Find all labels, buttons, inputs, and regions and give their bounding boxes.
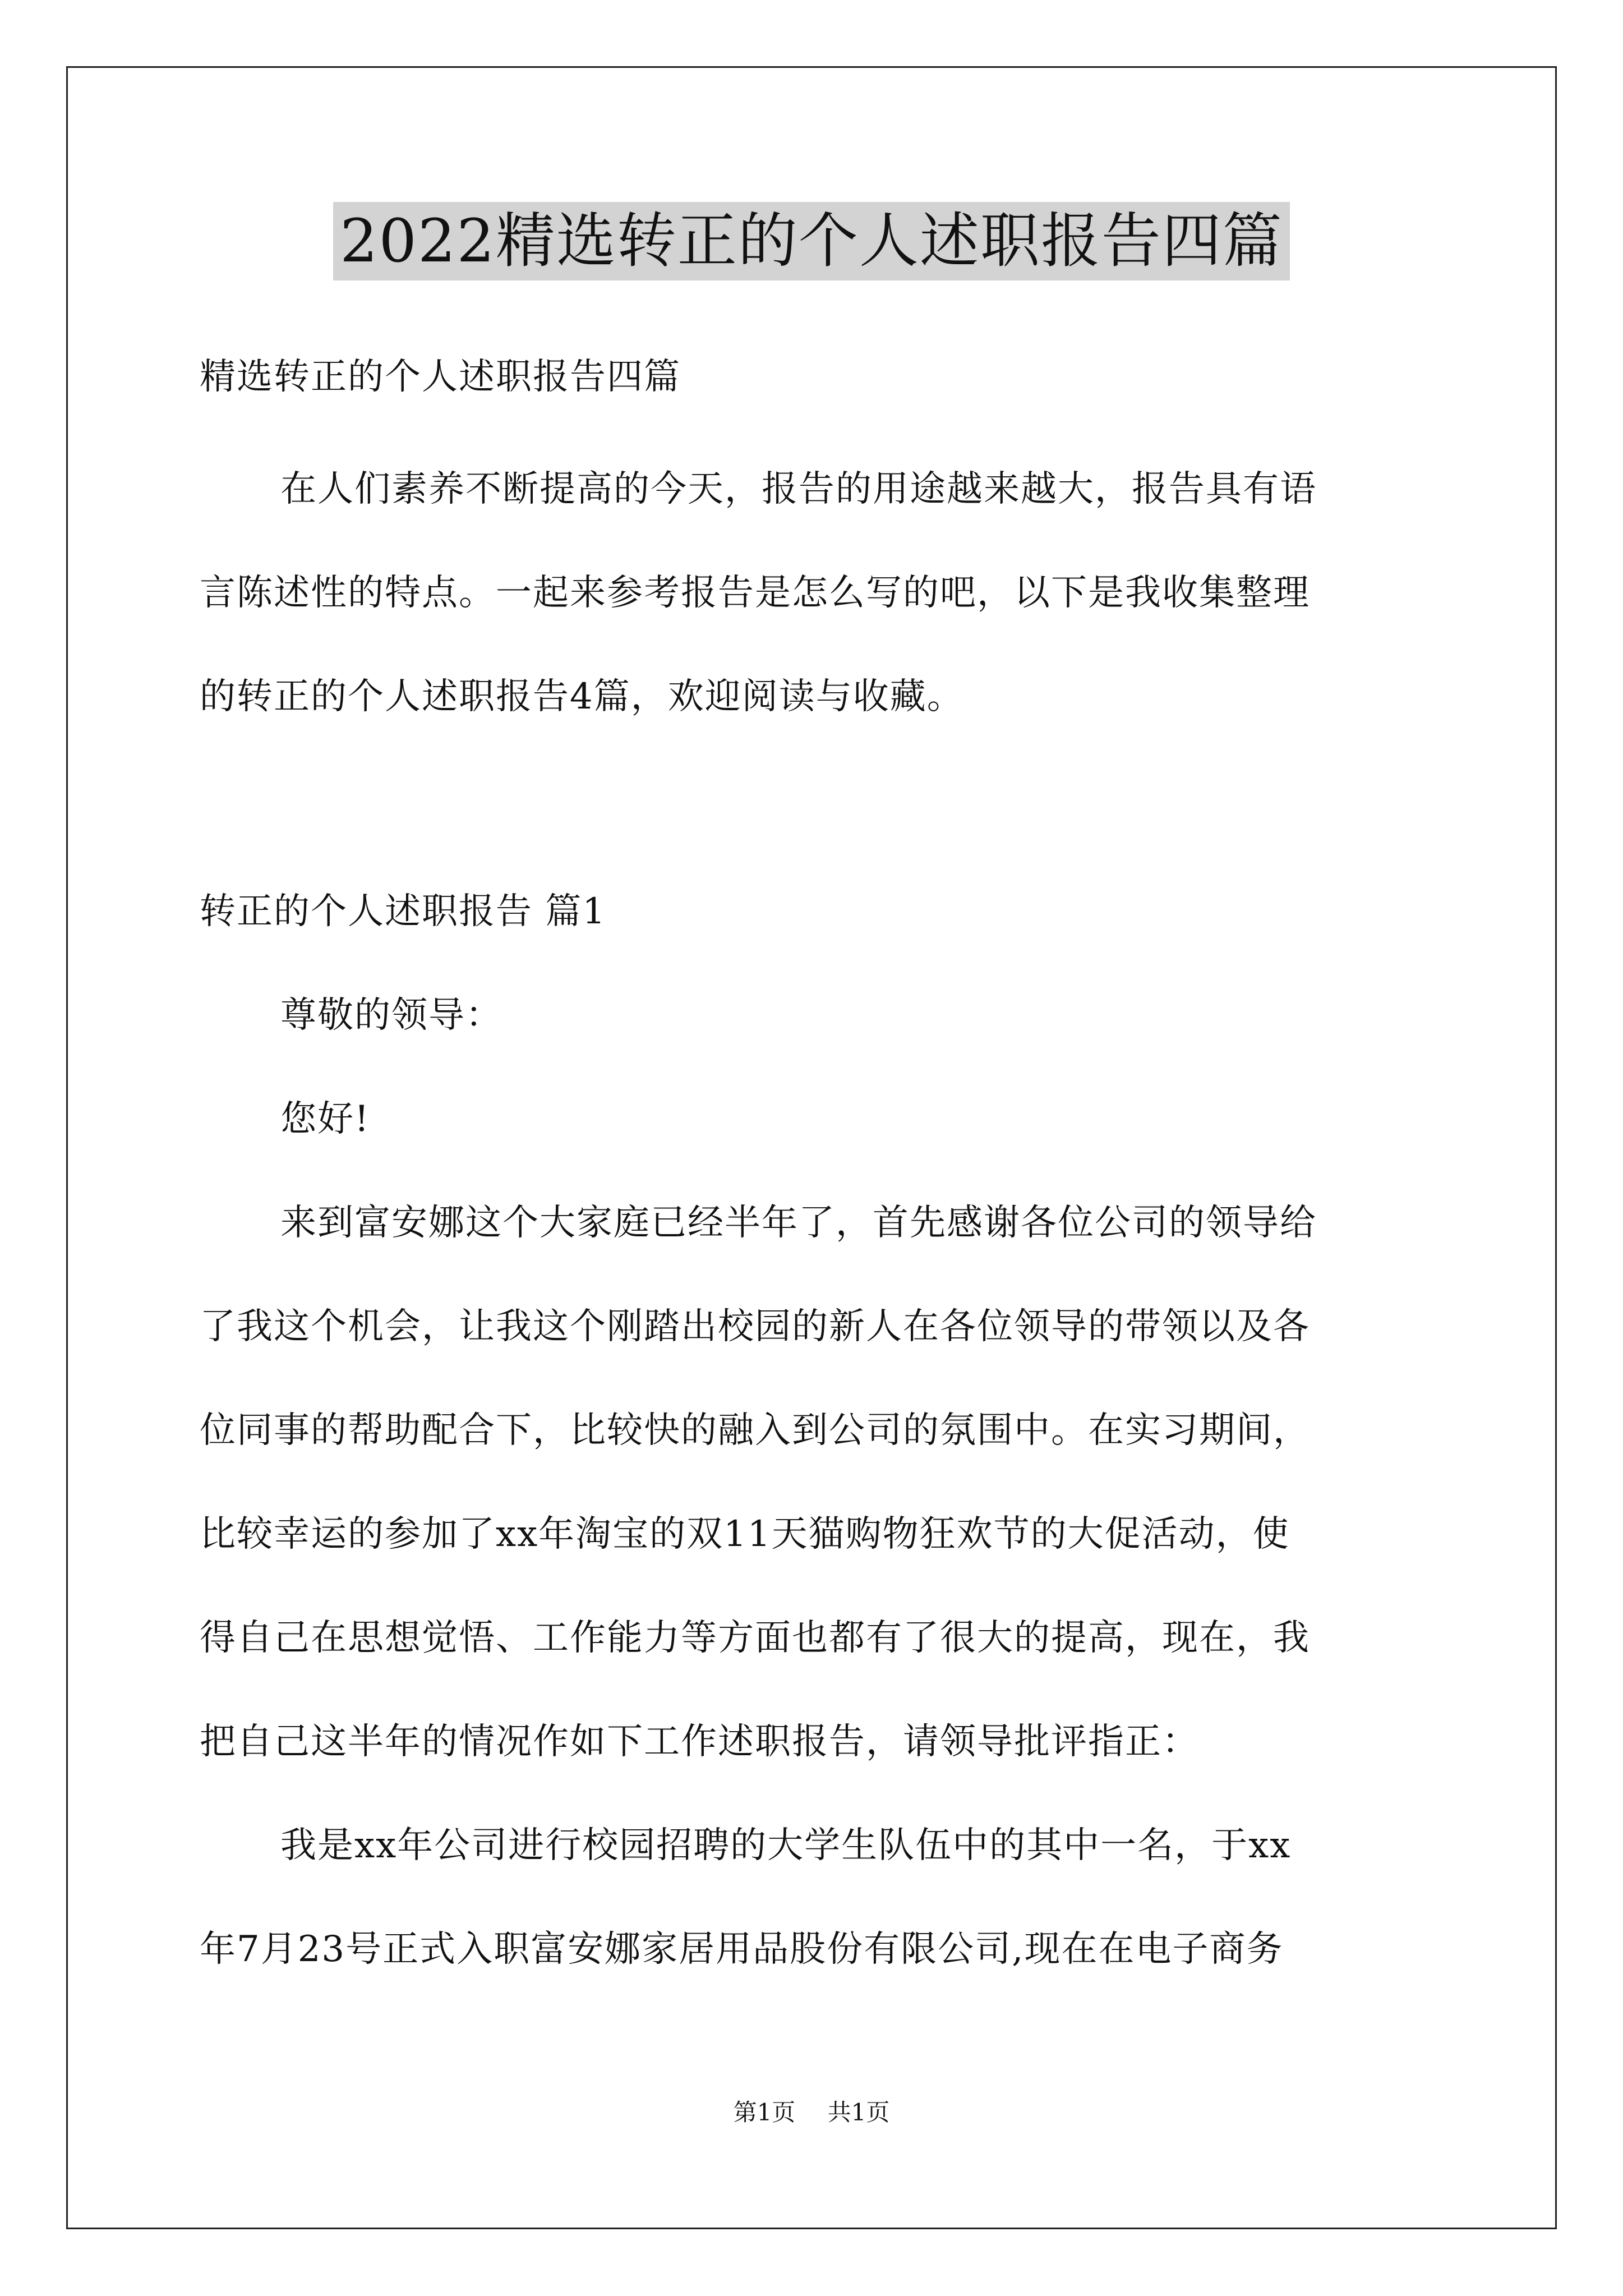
document-title: 2022精选转正的个人述职报告四篇 — [333, 202, 1290, 280]
intro-line-1: 在人们素养不断提高的今天，报告的用途越来越大，报告具有语 — [280, 468, 1317, 510]
page-number: 第1页 — [733, 2099, 796, 2126]
body-line-8: 年7月23号正式入职富安娜家居用品股份有限公司,现在在电子商务 — [200, 1929, 1284, 1970]
body-line-3: 位同事的帮助配合下，比较快的融入到公司的氛围中。在实习期间， — [200, 1410, 1310, 1451]
body-line-7: 我是xx年公司进行校园招聘的大学生队伍中的其中一名，于xx — [280, 1825, 1292, 1866]
body-line-5: 得自己在思想觉悟、工作能力等方面也都有了很大的提高，现在，我 — [200, 1617, 1310, 1659]
greeting: 您好! — [280, 1098, 370, 1140]
body-line-2: 了我这个机会，让我这个刚踏出校园的新人在各位领导的带领以及各 — [200, 1306, 1310, 1347]
page-total: 共1页 — [827, 2099, 890, 2126]
subtitle: 精选转正的个人述职报告四篇 — [200, 356, 681, 398]
intro-line-3: 的转正的个人述职报告4篇，欢迎阅读与收藏。 — [200, 676, 964, 717]
title-container — [0, 202, 1623, 280]
salutation: 尊敬的领导： — [280, 995, 502, 1036]
section-heading: 转正的个人述职报告 篇1 — [200, 891, 607, 932]
body-line-4: 比较幸运的参加了xx年淘宝的双11天猫购物狂欢节的大促活动，使 — [200, 1513, 1290, 1555]
intro-line-2: 言陈述性的特点。一起来参考报告是怎么写的吧，以下是我收集整理 — [200, 572, 1310, 614]
body-line-6: 把自己这半年的情况作如下工作述职报告，请领导批评指正： — [200, 1721, 1199, 1763]
page-footer — [0, 2097, 1623, 2128]
body-line-1: 来到富安娜这个大家庭已经半年了，首先感谢各位公司的领导给 — [280, 1202, 1317, 1244]
